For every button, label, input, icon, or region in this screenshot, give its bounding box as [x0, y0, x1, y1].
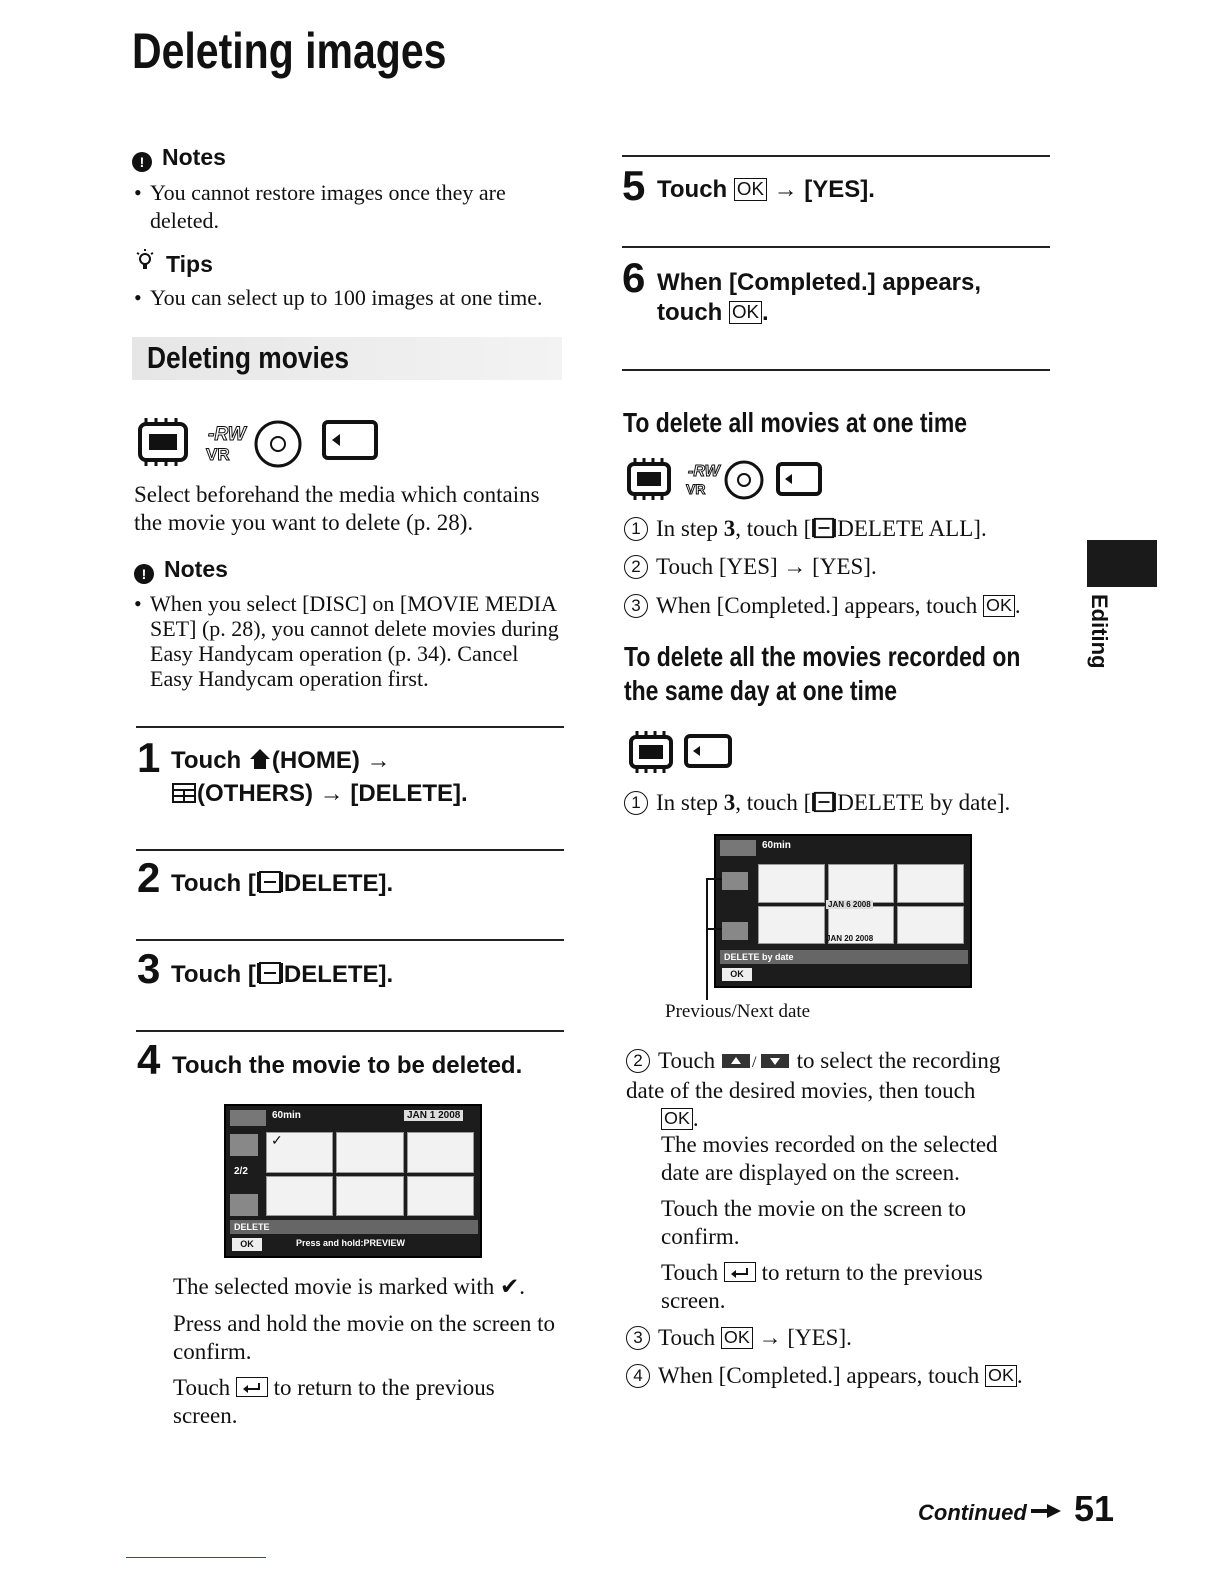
step-6-text: When [Completed.] appears, touch OK . [657, 269, 982, 326]
section-heading: Deleting movies [147, 340, 350, 375]
notes-heading: ! Notes [132, 144, 226, 172]
step-1-text: Touch (HOME) → (OTHERS) → [DELETE]. [171, 746, 561, 812]
thumbnail[interactable] [407, 1176, 474, 1217]
home-icon [248, 747, 272, 779]
callout-line [706, 928, 722, 930]
back-button[interactable] [230, 1110, 266, 1126]
prev-next-icons [721, 1049, 791, 1077]
step-divider [622, 155, 1050, 157]
step-divider [622, 246, 1050, 248]
screen-mode-label: DELETE [230, 1220, 478, 1234]
thumbnail[interactable] [266, 1132, 333, 1173]
callout-line [706, 878, 708, 1000]
svg-text:-RW: -RW [208, 424, 246, 445]
film-delete-icon [256, 961, 284, 993]
step-3-text: Touch [ DELETE]. [171, 960, 393, 993]
delete-by-date-item-1: 1 In step 3, touch [ DELETE by date]. [624, 789, 1010, 820]
svg-text:VR: VR [686, 481, 706, 497]
date-label: JAN 6 2008 [828, 900, 871, 909]
film-delete-icon [811, 517, 837, 546]
tips-heading: Tips [134, 248, 213, 278]
step-number: 4 [137, 1036, 161, 1083]
battery-indicator: 60min [762, 840, 791, 851]
delete-by-date-screen [714, 834, 972, 988]
memory-stick-icon [686, 736, 730, 766]
step-number: 3 [137, 945, 161, 992]
ok-button-icon: OK [721, 1327, 753, 1349]
thumbnail[interactable] [336, 1176, 403, 1217]
lightbulb-icon [134, 248, 156, 278]
date-label: JAN 1 2008 [404, 1110, 463, 1121]
item-number: 3 [624, 594, 648, 618]
delete-by-date-item-4: 4 When [Completed.] appears, touch OK . [626, 1362, 1023, 1390]
step-number: 2 [137, 854, 161, 901]
thumbnail-grid [266, 1132, 474, 1216]
step-divider [136, 726, 564, 728]
return-icon [724, 1262, 756, 1282]
step-2-text: Touch [ DELETE]. [171, 869, 393, 902]
delete-by-date-note-3: Touch to return to the previous screen. [661, 1260, 983, 1313]
thumbnail[interactable] [758, 864, 825, 903]
step-divider [136, 939, 564, 941]
delete-by-date-note-2: Touch the movie on the screen to confirm. [661, 1196, 966, 1249]
step-divider [136, 849, 564, 851]
notes-icon: ! [132, 152, 152, 172]
thumbnail[interactable] [407, 1132, 474, 1173]
media-icons [628, 729, 738, 780]
notes-heading-2: ! Notes [134, 556, 228, 584]
tips-item: • You can select up to 100 images at one time. [134, 284, 554, 312]
delete-by-date-note-1: The movies recorded on the selected date are displayed on the screen. [661, 1132, 998, 1185]
return-icon [236, 1377, 268, 1397]
item-number: 1 [624, 517, 648, 541]
thumbnail[interactable] [897, 906, 964, 945]
film-delete-icon [811, 791, 837, 820]
film-delete-icon [256, 870, 284, 902]
ok-button-icon: OK [983, 595, 1015, 617]
thumbnail[interactable] [828, 864, 895, 903]
screen-ok-button[interactable]: OK [232, 1238, 262, 1251]
footer-rule [126, 1557, 266, 1558]
item-number: 1 [624, 791, 648, 815]
page-title: Deleting images [132, 23, 447, 79]
hdd-icon [631, 731, 671, 773]
hdd-icon [140, 418, 186, 466]
step-5-text: Touch OK → [YES]. [657, 176, 875, 203]
svg-text:VR: VR [206, 445, 230, 464]
checkmark-icon: ✓ [271, 1134, 283, 1149]
date-label: JAN 20 2008 [826, 934, 874, 943]
step-4-note-3: Touch to return to the previous screen. [173, 1375, 495, 1428]
back-button[interactable] [720, 840, 756, 856]
checkmark-icon: ✔ [500, 1274, 520, 1300]
notes-list [134, 179, 524, 235]
notes-item: • When you select [DISC] on [MOVIE MEDIA SET] (p. 28), you cannot delete movies during Easy Handycam operation (p. 34). Cancel Easy Handycam operation first. [134, 591, 564, 691]
svg-text:/: / [751, 1054, 757, 1070]
step-divider [136, 1030, 564, 1032]
next-date-button[interactable] [722, 922, 748, 940]
notes-list-2 [134, 591, 564, 691]
thumbnail[interactable] [897, 864, 964, 903]
step-4-note-2: Press and hold the movie on the screen to confirm. [173, 1311, 555, 1364]
step-divider [622, 369, 1050, 371]
item-number: 2 [624, 555, 648, 579]
thumbnail[interactable] [758, 906, 825, 945]
delete-all-item-1: 1 In step 3, touch [ DELETE ALL]. [624, 515, 987, 546]
screen-ok-button[interactable]: OK [722, 968, 752, 981]
page-number: 51 [1074, 1488, 1115, 1529]
intro-text: Select beforehand the media which contains the movie you want to delete (p. 28). [134, 482, 540, 535]
scroll-down-button[interactable] [230, 1194, 258, 1216]
screen-caption: Previous/Next date [665, 1001, 811, 1022]
delete-all-heading: To delete all movies at one time [623, 407, 968, 438]
side-tab-marker [1087, 540, 1157, 587]
step-number: 6 [622, 254, 646, 301]
ok-button-icon: OK [729, 301, 762, 324]
memory-stick-icon [778, 464, 820, 494]
delete-screen [224, 1104, 482, 1258]
delete-by-date-heading: To delete all the movies recorded on the same day at one time [624, 641, 1021, 706]
delete-by-date-item-2: 2 Touch / to select the recording date of the desired movies, then touch OK . [626, 1048, 1001, 1131]
tips-list [134, 284, 554, 312]
section-band [132, 337, 562, 380]
delete-all-item-2: 2 Touch [YES] → [YES]. [624, 553, 877, 581]
battery-indicator: 60min [272, 1110, 301, 1121]
item-number: 2 [626, 1049, 650, 1073]
step-4-text: Touch the movie to be deleted. [172, 1052, 523, 1079]
media-icons [626, 456, 826, 507]
screen-hint: Press and hold:PREVIEW [296, 1238, 406, 1248]
page-indicator: 2/2 [234, 1166, 248, 1177]
dvd-rw-vr-icon [206, 422, 300, 466]
others-icon [171, 782, 197, 812]
memory-stick-icon [324, 422, 376, 458]
step-number: 5 [622, 162, 646, 209]
scroll-up-button[interactable] [230, 1134, 258, 1156]
arrow-right-icon [1031, 1498, 1061, 1524]
notes-item: • You cannot restore images once they are deleted. [134, 179, 524, 235]
side-tab-label: Editing [1087, 594, 1112, 669]
ok-button-icon: OK [734, 178, 767, 201]
delete-all-item-3: 3 When [Completed.] appears, touch OK . [624, 592, 1021, 620]
continued-label: Continued [918, 1498, 1061, 1526]
screen-mode-label: DELETE by date [720, 950, 968, 964]
callout-line [706, 878, 722, 880]
previous-date-button[interactable] [722, 872, 748, 890]
dvd-rw-vr-icon [686, 462, 762, 498]
svg-text:-RW: -RW [688, 463, 720, 480]
step-number: 1 [137, 734, 161, 781]
step-4-note-1: The selected movie is marked with ✔. [173, 1274, 526, 1300]
thumbnail[interactable] [266, 1176, 333, 1217]
ok-button-icon: OK [661, 1108, 693, 1130]
hdd-icon [629, 458, 669, 500]
media-icons [136, 414, 386, 475]
delete-by-date-item-3: 3 Touch OK → [YES]. [626, 1324, 852, 1352]
item-number: 4 [626, 1364, 650, 1388]
thumbnail[interactable] [336, 1132, 403, 1173]
notes-icon: ! [134, 564, 154, 584]
ok-button-icon: OK [985, 1365, 1017, 1387]
item-number: 3 [626, 1326, 650, 1350]
